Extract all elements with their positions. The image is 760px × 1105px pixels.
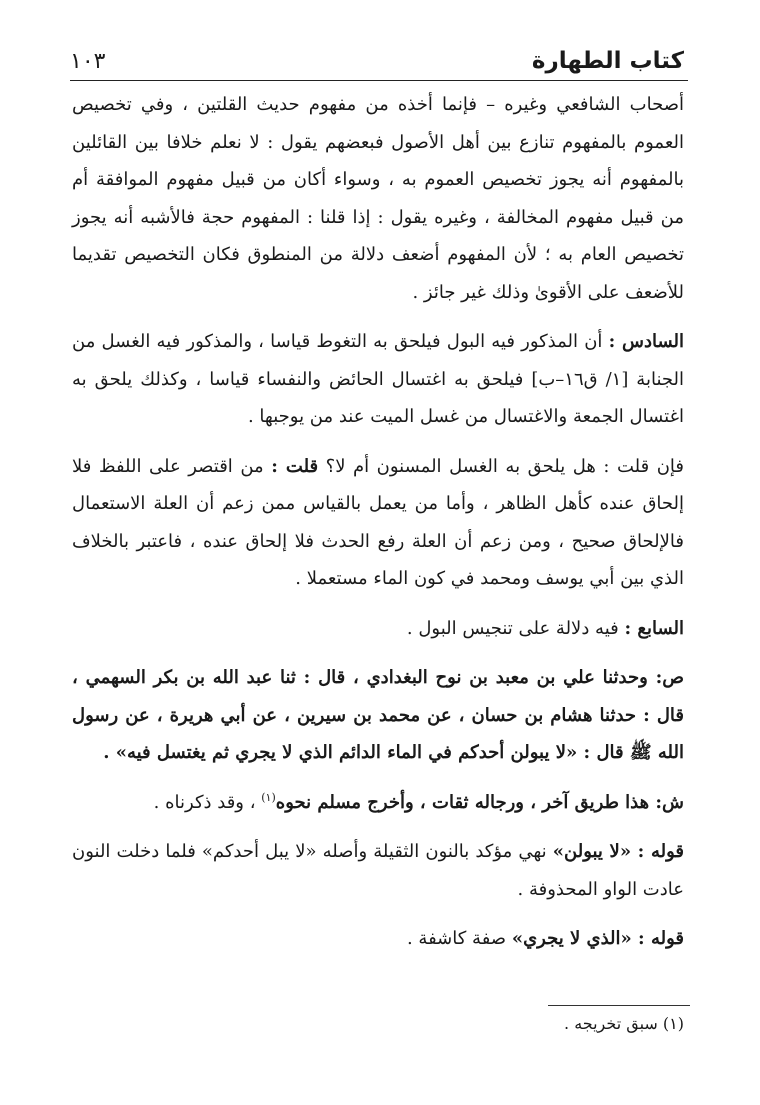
sixth-label: السادس : [608, 331, 684, 352]
paragraph-la-yajri [72, 920, 684, 958]
seventh-label: السابع : [624, 617, 684, 639]
answer-text: من اقتصر على اللفظ فلا إلحاق عنده كأهل الظاهر ، وأما من يعمل بالقياس ممن زعم أن العلة الاستعمال فالإلحاق صحيح ، ومن زعم أن العلة رفع الحدث فلا إلحاق عنده ، فاعتبر بالخلاف الذي بين أبي يوسف ومحمد في كون الماء مستعملا . [72, 455, 684, 589]
paragraph-1-text: أصحاب الشافعي وغيره – فإنما أخذه من مفهوم حديث القلتين ، وفي تخصيص العموم بالمفهوم تنازع بين أهل الأصول فبعضهم يقول : لا نعلم خلافا بين القائلين بالمفهوم أنه يجوز تخصيص العموم به ، وسواء أكان من قبيل مفهوم الموافقة أم من قبيل مفهوم المخالفة ، وغيره يقول : إذا قلنا : المفهوم حجة فالأشبه أنه يجوز تخصيص العام به ؛ لأن المفهوم أضعف دلالة من المنطوق فكان التخصيص تقديما للأضعف على الأقوىٰ وذلك غير جائز . [72, 94, 684, 303]
la-yabulanna-text: نهي مؤكد بالنون الثقيلة وأصله «لا يبل أحدكم» فلما دخلت النون عادت الواو المحذوفة . [72, 841, 684, 900]
paragraph-sixth [72, 323, 684, 436]
hadith-chain [72, 659, 684, 772]
book-title: كتاب الطهارة [531, 48, 684, 74]
page-number: ١٠٣ [70, 49, 106, 74]
header-divider [70, 80, 688, 81]
paragraph-1 [72, 86, 684, 311]
seventh-text: فيه دلالة على تنجيس البول . [406, 617, 625, 639]
paragraph-question [72, 448, 684, 598]
answer-label: قلت : [271, 455, 319, 477]
la-yajri-label: قوله : «الذي لا يجري» [511, 928, 684, 949]
la-yabulanna-label: قوله : «لا يبولن» [552, 841, 684, 862]
footnote-reference[interactable]: (١) [261, 790, 276, 804]
paragraph-seventh [72, 610, 684, 648]
commentary-label: ش: هذا طريق آخر ، ورجاله ثقات ، وأخرج مسلم نحوه [275, 791, 684, 813]
paragraph-la-yabulanna [72, 833, 684, 908]
sixth-text: أن المذكور فيه البول فيلحق به التغوط قياسا ، والمذكور فيه الغسل من الجنابة [١/ ق١٦–ب] فيلحق به اغتسال الحائض والنفساء قياسا ، وكذلك يلحق به اغتسال الجمعة والاغتسال من غسل الميت عند من يوجبها . [72, 331, 684, 427]
question-text: فإن قلت : هل يلحق به الغسل المسنون أم لا؟ [318, 455, 685, 477]
commentary-text: ، وقد ذكرناه . [153, 791, 262, 813]
footnote-divider [548, 1005, 690, 1006]
paragraph-commentary [72, 784, 684, 822]
la-yajri-text: صفة كاشفة . [406, 928, 512, 949]
hadith-text: ص: وحدثنا علي بن معبد بن نوح البغدادي ، قال : ثنا عبد الله بن بكر السهمي ، قال : حدثنا هشام بن حسان ، عن محمد بن سيرين ، عن أبي هريرة ، عن رسول الله ﷺ قال : «لا يبولن أحدكم في الماء الدائم الذي لا يجري ثم يغتسل فيه» . [72, 667, 684, 763]
footnote: (١) سبق تخريجه . [564, 1014, 684, 1033]
running-header [70, 34, 684, 74]
main-text [72, 86, 684, 958]
